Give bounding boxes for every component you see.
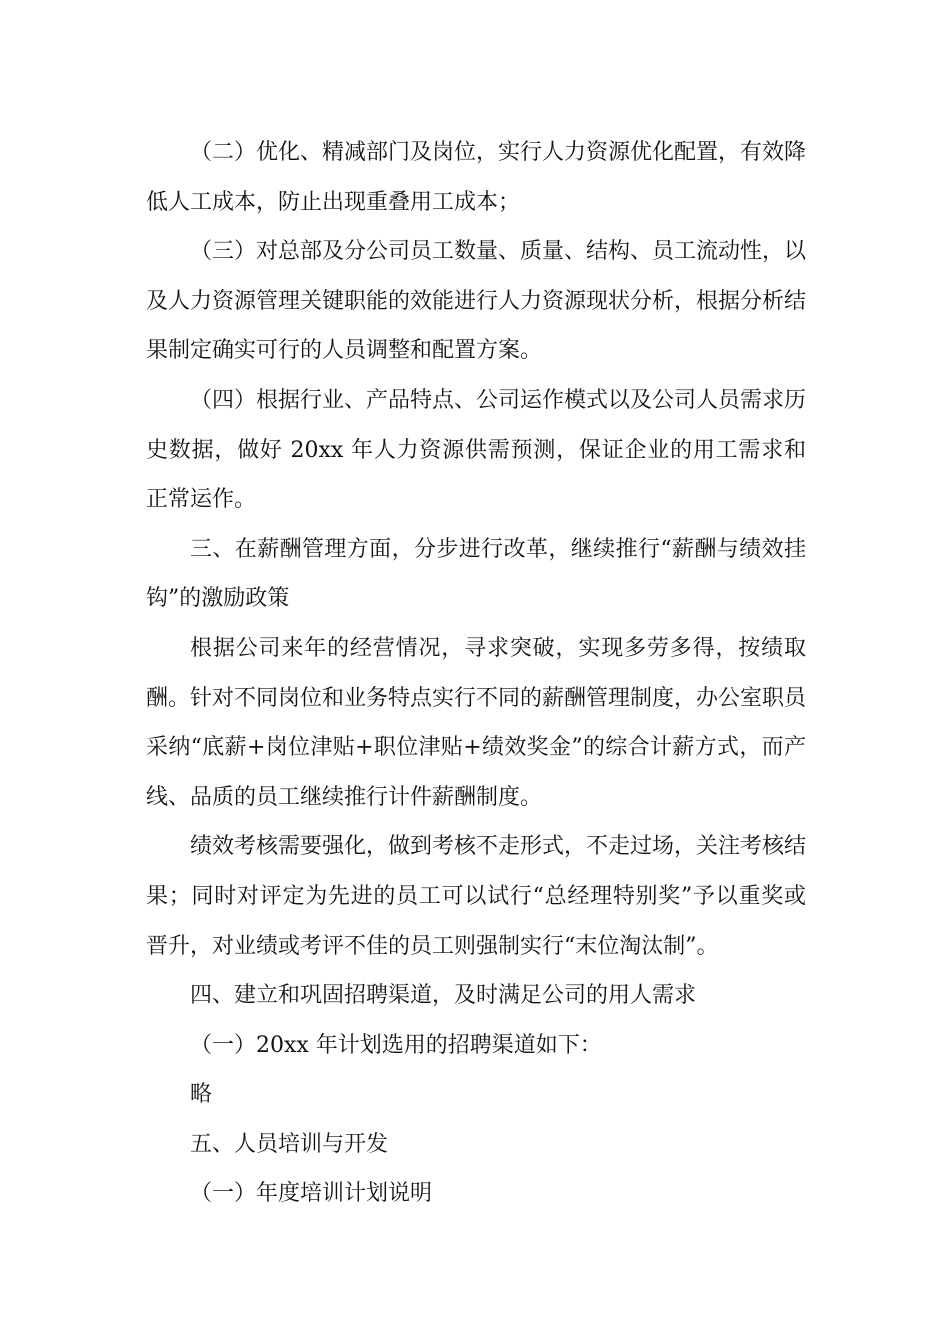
paragraph-4-forecast: （四）根据行业、产品特点、公司运作模式以及公司人员需求历史数据，做好 20xx 年人力资源供需预测，保证企业的用工需求和正常运作。	[146, 387, 807, 513]
document-body	[146, 128, 806, 1219]
paragraph-omitted: 略	[190, 1082, 213, 1108]
section-heading-recruitment: 四、建立和巩固招聘渠道，及时满足公司的用人需求	[190, 983, 697, 1009]
paragraph-recruitment-channels: （一）20xx 年计划选用的招聘渠道如下：	[190, 1032, 602, 1058]
paragraph-performance: 绩效考核需要强化，做到考核不走形式，不走过场，关注考核结果；同时对评定为先进的员工可以试行“总经理特别奖”予以重奖或晋升，对业绩或考评不佳的员工则强制实行“末位淘汰制”。	[146, 834, 807, 959]
paragraph-3-analysis: （三）对总部及分公司员工数量、质量、结构、员工流动性，以及人力资源管理关键职能的效能进行人力资源现状分析，根据分析结果制定确实可行的人员调整和配置方案。	[146, 239, 807, 364]
section-heading-training: 五、人员培训与开发	[190, 1131, 389, 1157]
paragraph-2-optimize: （二）优化、精减部门及岗位，实行人力资源优化配置，有效降低人工成本，防止出现重叠用工成本；	[146, 140, 807, 215]
paragraph-salary-system: 根据公司来年的经营情况，寻求突破，实现多劳多得，按绩取酬。针对不同岗位和业务特点实行不同的薪酬管理制度，办公室职员采纳“底薪+岗位津贴+职位津贴+绩效奖金”的综合计薪方式，而产线、品质的员工继续推行计件薪酬制度。	[146, 635, 807, 810]
paragraph-training-plan: （一）年度培训计划说明	[190, 1181, 433, 1207]
section-heading-salary: 三、在薪酬管理方面，分步进行改革，继续推行“薪酬与绩效挂钩”的激励政策	[146, 536, 806, 612]
